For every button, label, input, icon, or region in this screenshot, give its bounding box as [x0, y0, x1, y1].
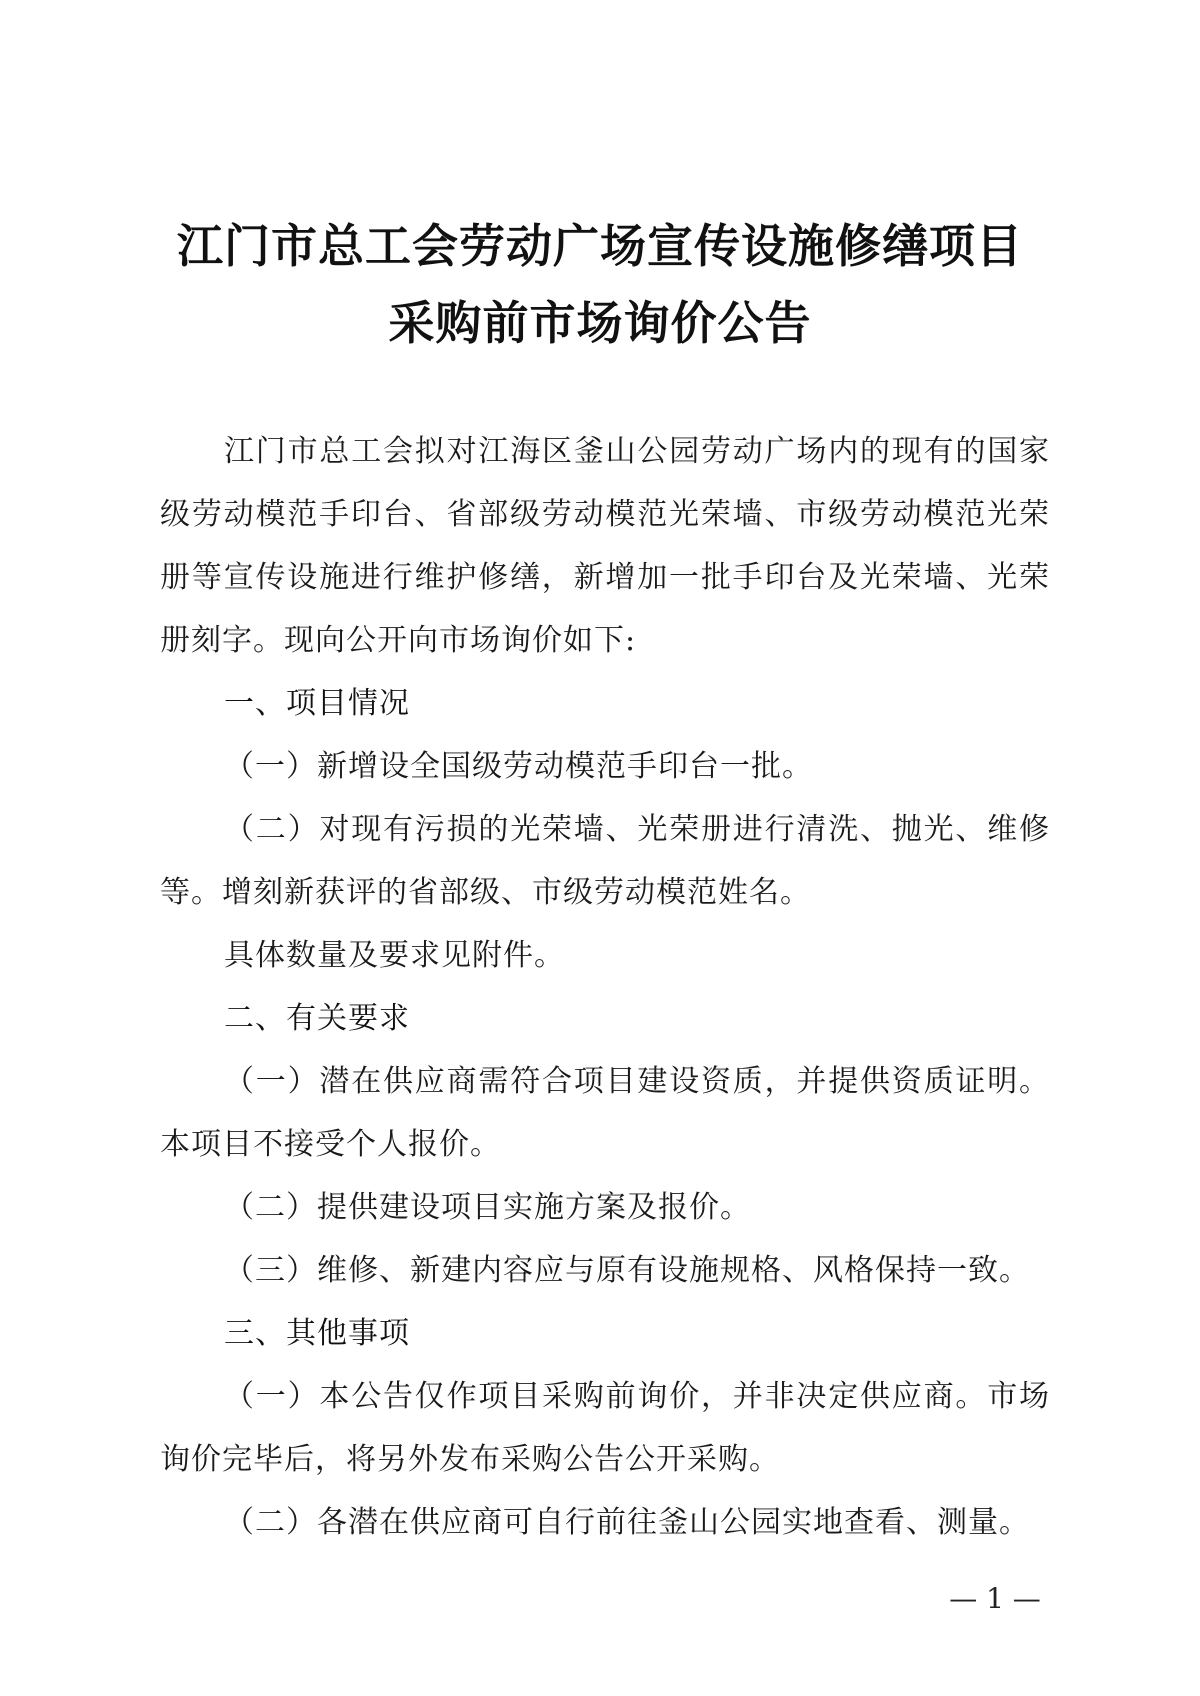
page-number: — 1 —	[949, 1582, 1041, 1615]
intro-paragraph: 江门市总工会拟对江海区釜山公园劳动广场内的现有的国家级劳动模范手印台、省部级劳动模范光荣墙、市级劳动模范光荣册等宣传设施进行维护修缮，新增加一批手印台及光荣墙、光荣册刻字。现向公开向市场询价如下:	[160, 434, 1050, 658]
section-1-item-2: （二）对现有污损的光荣墙、光荣册进行清洗、抛光、维修等。增刻新获评的省部级、市级劳动模范姓名。	[160, 812, 1050, 910]
section-2-item-2: （二）提供建设项目实施方案及报价。	[224, 1190, 751, 1225]
section-1-item-1: （一）新增设全国级劳动模范手印台一批。	[224, 749, 813, 784]
section-3-item-2: （二）各潜在供应商可自行前往釜山公园实地查看、测量。	[224, 1505, 1030, 1540]
document-body	[160, 420, 1050, 1554]
section-heading-requirements: 二、有关要求	[224, 1001, 410, 1036]
document-title-line-1: 江门市总工会劳动广场宣传设施修缮项目	[177, 219, 1023, 273]
section-1-note: 具体数量及要求见附件。	[224, 938, 565, 973]
document-title-line-2: 采购前市场询价公告	[388, 296, 812, 350]
section-2-item-1: （一）潜在供应商需符合项目建设资质，并提供资质证明。本项目不接受个人报价。	[160, 1064, 1050, 1162]
section-heading-project: 一、项目情况	[224, 686, 410, 721]
section-3-item-1: （一）本公告仅作项目采购前询价，并非决定供应商。市场询价完毕后，将另外发布采购公告公开采购。	[160, 1379, 1050, 1477]
section-2-item-3: （三）维修、新建内容应与原有设施规格、风格保持一致。	[224, 1253, 1030, 1288]
section-heading-other: 三、其他事项	[224, 1316, 410, 1351]
